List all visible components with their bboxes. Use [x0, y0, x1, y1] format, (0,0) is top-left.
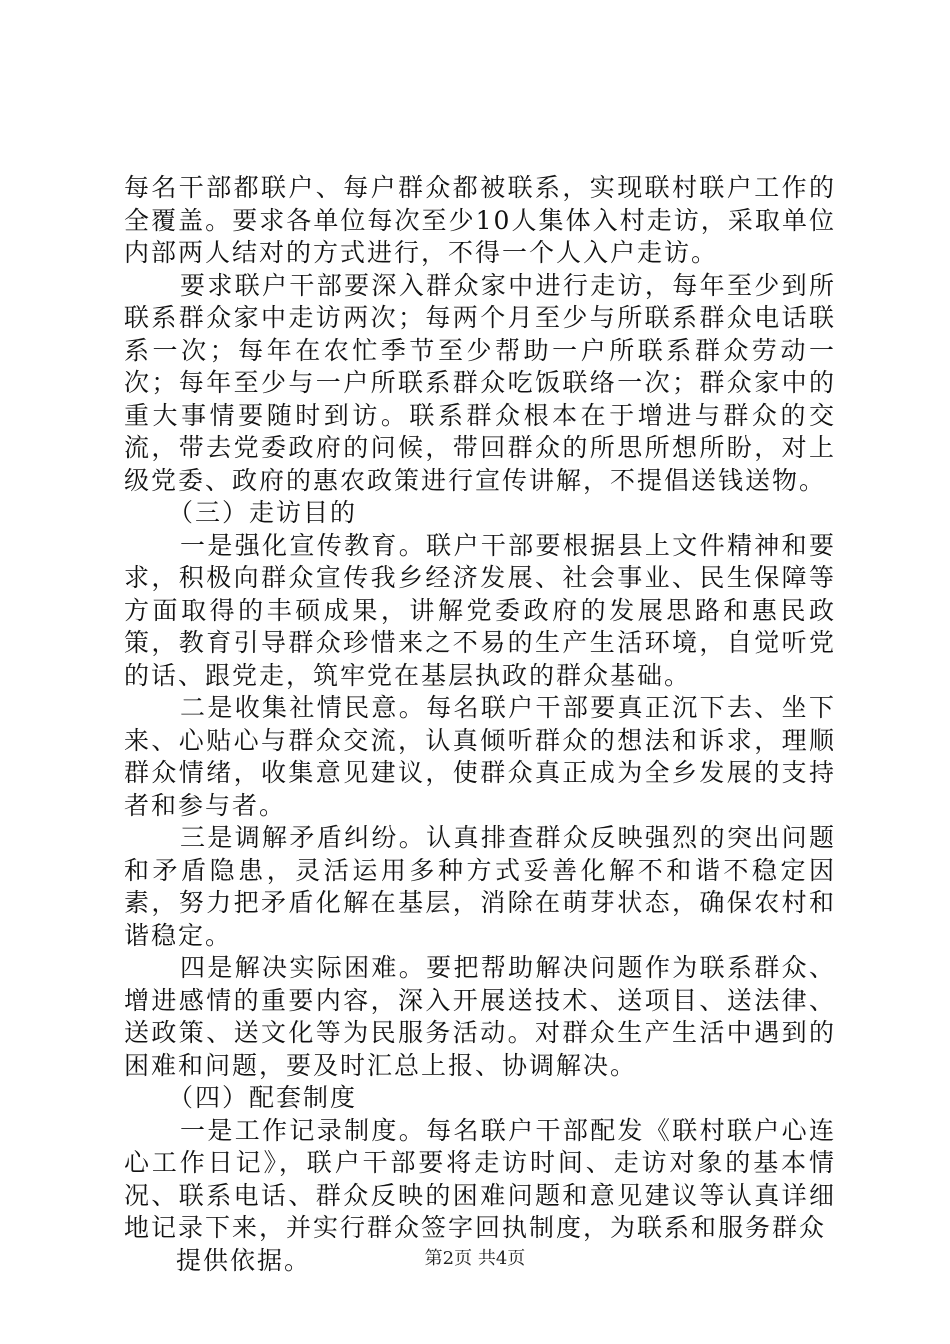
paragraph-tail: 提供依据。 [176, 1245, 312, 1275]
paragraph-mediate-disputes: 三是调解矛盾纠纷。认真排查群众反映强烈的突出问题和矛盾隐患，灵活运用多种方式妥善化解不和谐不稳定因素，努力把矛盾化解在基层，消除在萌芽状态，确保农村和谐稳定。 [124, 823, 836, 950]
page-number-footer: 第2页 共4页 [424, 1248, 526, 1269]
section-heading-visit-purpose: （三）走访目的 [168, 498, 358, 527]
paragraph-visit-requirements: 要求联户干部要深入群众家中进行走访，每年至少到所联系群众家中走访两次；每两个月至少与所联系群众电话联系一次；每年在农忙季节至少帮助一户所联系群众劳动一次；每年至少与一户所联系群众吃饭联络一次；群众家中的重大事情要随时到访。联系群众根本在于增进与群众的交流，带去党委政府的问候，带回群众的所思所想所盼，对上级党委、政府的惠农政策进行宣传讲解，不提倡送钱送物。 [124, 270, 836, 495]
paragraph-continuation: 每名干部都联户、每户群众都被联系，实现联村联户工作的全覆盖。要求各单位每次至少10人集体入村走访，采取单位内部两人结对的方式进行，不得一个人入户走访。 [124, 173, 836, 267]
document-body [124, 172, 836, 1277]
paragraph-collect-opinions: 二是收集社情民意。每名联户干部要真正沉下去、坐下来、心贴心与群众交流，认真倾听群众的想法和诉求，理顺群众情绪，收集意见建议，使群众真正成为全乡发展的支持者和参与者。 [124, 693, 836, 820]
paragraph-solve-difficulties: 四是解决实际困难。要把帮助解决问题作为联系群众、增进感情的重要内容，深入开展送技术、送项目、送法律、送政策、送文化等为民服务活动。对群众生产生活中遇到的困难和问题，要及时汇总上报、协调解决。 [124, 953, 836, 1080]
paragraph-work-record-system: 一是工作记录制度。每名联户干部配发《联村联户心连心工作日记》，联户干部要将走访时间、走访对象的基本情况、联系电话、群众反映的困难问题和意见建议等认真详细地记录下来，并实行群众签字回执制度，为联系和服务群众 [124, 1115, 836, 1242]
section-heading-supporting-systems: （四）配套制度 [168, 1083, 358, 1112]
paragraph-publicity-education: 一是强化宣传教育。联户干部要根据县上文件精神和要求，积极向群众宣传我乡经济发展、社会事业、民生保障等方面取得的丰硕成果，讲解党委政府的发展思路和惠民政策，教育引导群众珍惜来之不易的生产生活环境，自觉听党的话、跟党走，筑牢党在基层执政的群众基础。 [124, 530, 836, 690]
